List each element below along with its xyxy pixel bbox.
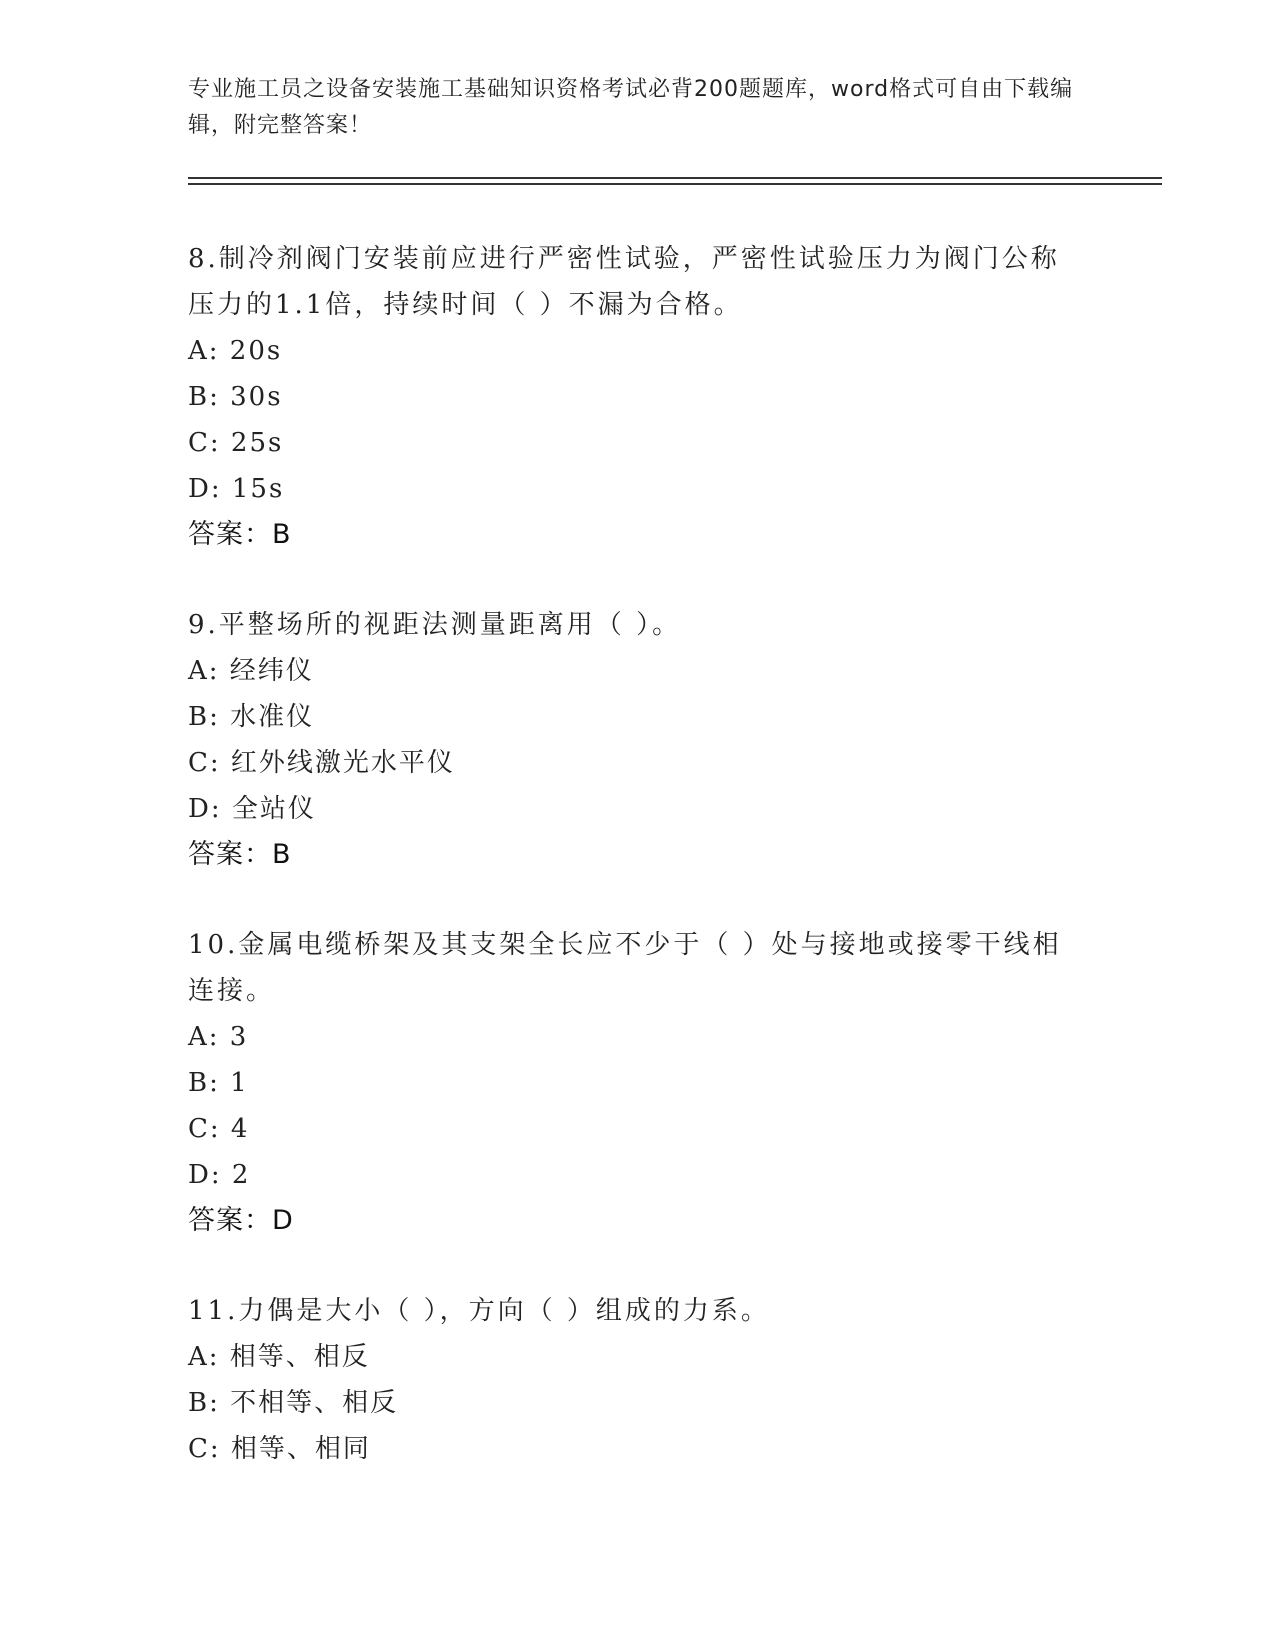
option-d: D: 全站仪 [188, 794, 316, 824]
header-divider-top [188, 177, 1162, 179]
option-a: A: 20s [188, 336, 283, 366]
question-list [188, 236, 1088, 1516]
option-b: B: 不相等、相反 [188, 1388, 399, 1418]
question-9 [188, 602, 1088, 878]
question-10 [188, 922, 1088, 1244]
option-c: C: 4 [188, 1114, 250, 1144]
option-c: C: 25s [188, 428, 284, 458]
question-stem: 11.力偶是大小（ ），方向（ ）组成的力系。 [188, 1296, 770, 1326]
option-a: A: 相等、相反 [188, 1342, 370, 1372]
answer-label: 答案：B [188, 519, 292, 550]
option-c: C: 相等、相同 [188, 1434, 371, 1464]
question-stem: 10.金属电缆桥架及其支架全长应不少于（ ）处与接地或接零干线相连接。 [188, 930, 1062, 1006]
option-b: B: 1 [188, 1068, 249, 1098]
document-header: 专业施工员之设备安装施工基础知识资格考试必背200题题库，word格式可自由下载编辑，附完整答案！ [188, 77, 1074, 138]
option-a: A: 3 [188, 1022, 249, 1052]
question-8 [188, 236, 1088, 558]
header-divider-bottom [188, 183, 1162, 185]
option-a: A: 经纬仪 [188, 656, 314, 686]
option-b: B: 水准仪 [188, 702, 315, 732]
option-c: C: 红外线激光水平仪 [188, 748, 455, 778]
question-stem: 9.平整场所的视距法测量距离用（ ）。 [188, 610, 682, 640]
question-11 [188, 1288, 1088, 1472]
option-d: D: 15s [188, 474, 285, 504]
option-d: D: 2 [188, 1160, 251, 1190]
answer-label: 答案：D [188, 1205, 294, 1236]
option-b: B: 30s [188, 382, 283, 412]
answer-label: 答案：B [188, 839, 292, 870]
question-stem: 8.制冷剂阀门安装前应进行严密性试验，严密性试验压力为阀门公称压力的1.1倍，持续时间（ ）不漏为合格。 [188, 244, 1060, 320]
